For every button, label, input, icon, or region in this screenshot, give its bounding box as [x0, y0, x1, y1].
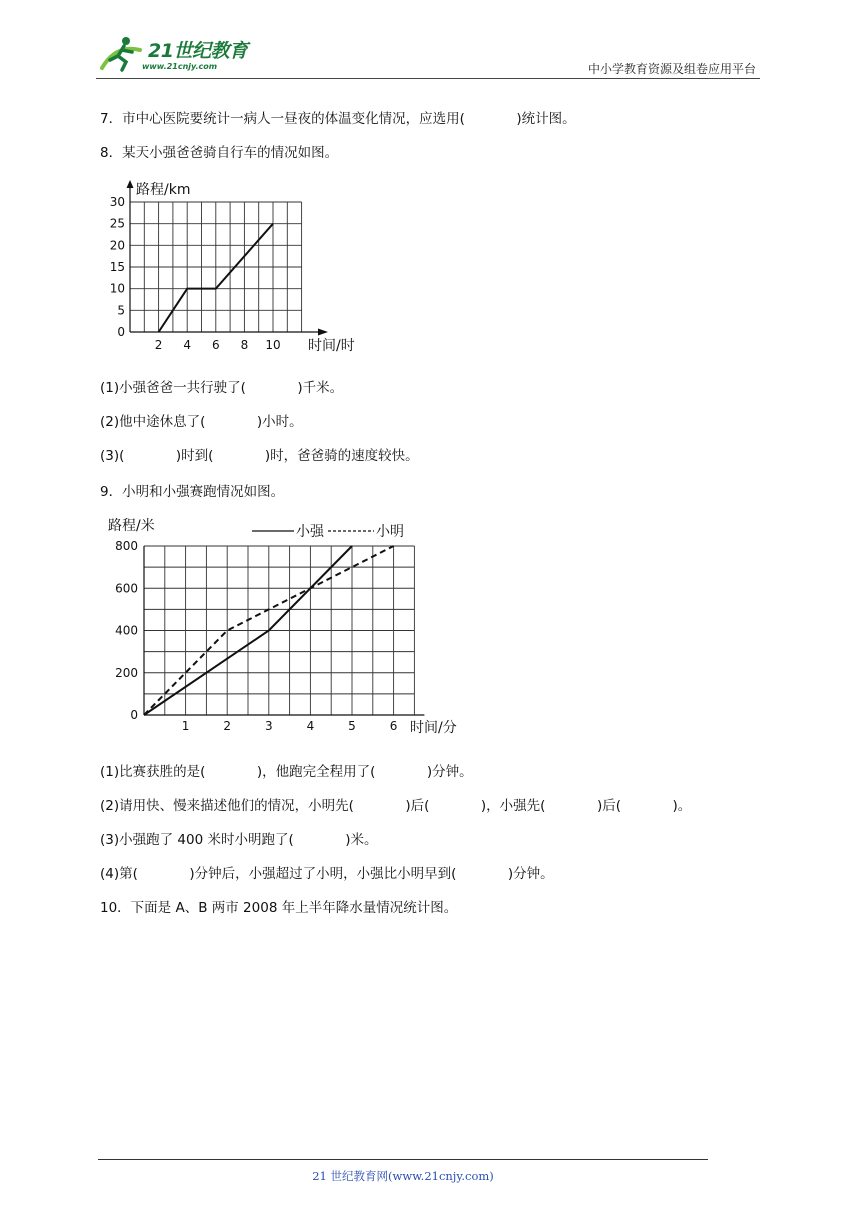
race-distance-chart	[104, 514, 470, 740]
x-axis-label: 时间/分	[410, 720, 457, 736]
question-10: 10．下面是 A、B 两市 2008 年上半年降水量情况统计图。	[100, 900, 458, 916]
x-tick-label: 2	[223, 719, 232, 733]
question-8-2: (2)他中途休息了( )小时。	[100, 414, 303, 430]
x-axis-label: 时间/时	[308, 338, 355, 354]
question-9: 9．小明和小强赛跑情况如图。	[100, 484, 285, 500]
footer-link[interactable]: 21 世纪教育网(www.21cnjy.com)	[312, 1169, 494, 1183]
x-tick-label: 4	[306, 719, 315, 733]
x-tick-label: 8	[240, 338, 249, 352]
y-tick-label: 200	[115, 665, 138, 680]
x-tick-label: 6	[389, 719, 398, 733]
y-tick-label: 0	[117, 325, 125, 339]
header-divider	[96, 78, 760, 79]
y-tick-label: 400	[115, 623, 138, 638]
x-axis-arrow	[318, 329, 328, 336]
y-tick-label: 0	[130, 708, 138, 722]
legend-label-xiaoming: 小明	[376, 524, 404, 540]
y-tick-label: 25	[109, 216, 125, 231]
y-axis-label: 路程/米	[108, 518, 155, 534]
x-tick-label: 1	[181, 719, 190, 733]
question-9-3: (3)小强跑了 400 米时小明跑了( )米。	[100, 832, 378, 848]
y-axis-arrow	[127, 180, 134, 188]
logo-text: 21世纪教育	[148, 40, 248, 62]
x-tick-label: 5	[348, 719, 356, 733]
question-8-3: (3)( )时到( )时，爸爸骑的速度较快。	[100, 448, 419, 464]
x-tick-label: 2	[154, 338, 163, 352]
footer-divider	[98, 1159, 708, 1160]
y-tick-label: 800	[115, 539, 138, 553]
question-8: 8．某天小强爸爸骑自行车的情况如图。	[100, 145, 339, 161]
y-tick-label: 600	[115, 581, 138, 596]
site-logo[interactable]	[96, 30, 266, 76]
question-9-2: (2)请用快、慢来描述他们的情况，小明先( )后( )，小强先( )后( )。	[100, 798, 692, 814]
logo-url: www.21cnjy.com	[142, 62, 218, 71]
x-tick-label: 6	[211, 338, 220, 352]
legend-label-xiaoqiang: 小强	[296, 524, 324, 540]
x-tick-label: 4	[183, 338, 192, 352]
y-tick-label: 30	[109, 195, 125, 209]
y-tick-label: 20	[109, 238, 125, 253]
y-tick-label: 15	[109, 260, 125, 274]
question-7: 7．市中心医院要统计一病人一昼夜的体温变化情况，应选用( )统计图。	[100, 111, 576, 127]
bicycle-distance-chart	[108, 176, 370, 356]
question-9-1: (1)比赛获胜的是( )，他跑完全程用了( )分钟。	[100, 764, 473, 780]
x-tick-label: 10	[265, 338, 281, 352]
platform-name: 中小学教育资源及组卷应用平台	[587, 62, 756, 76]
y-tick-label: 10	[109, 281, 125, 296]
x-tick-label: 3	[264, 719, 273, 733]
question-8-1: (1)小强爸爸一共行驶了( )千米。	[100, 380, 344, 396]
runner-logo-icon	[96, 34, 146, 74]
page-header	[96, 30, 760, 80]
y-tick-label: 5	[117, 303, 125, 318]
question-9-4: (4)第( )分钟后，小强超过了小明，小强比小明早到( )分钟。	[100, 866, 554, 882]
y-axis-label: 路程/km	[136, 182, 191, 198]
